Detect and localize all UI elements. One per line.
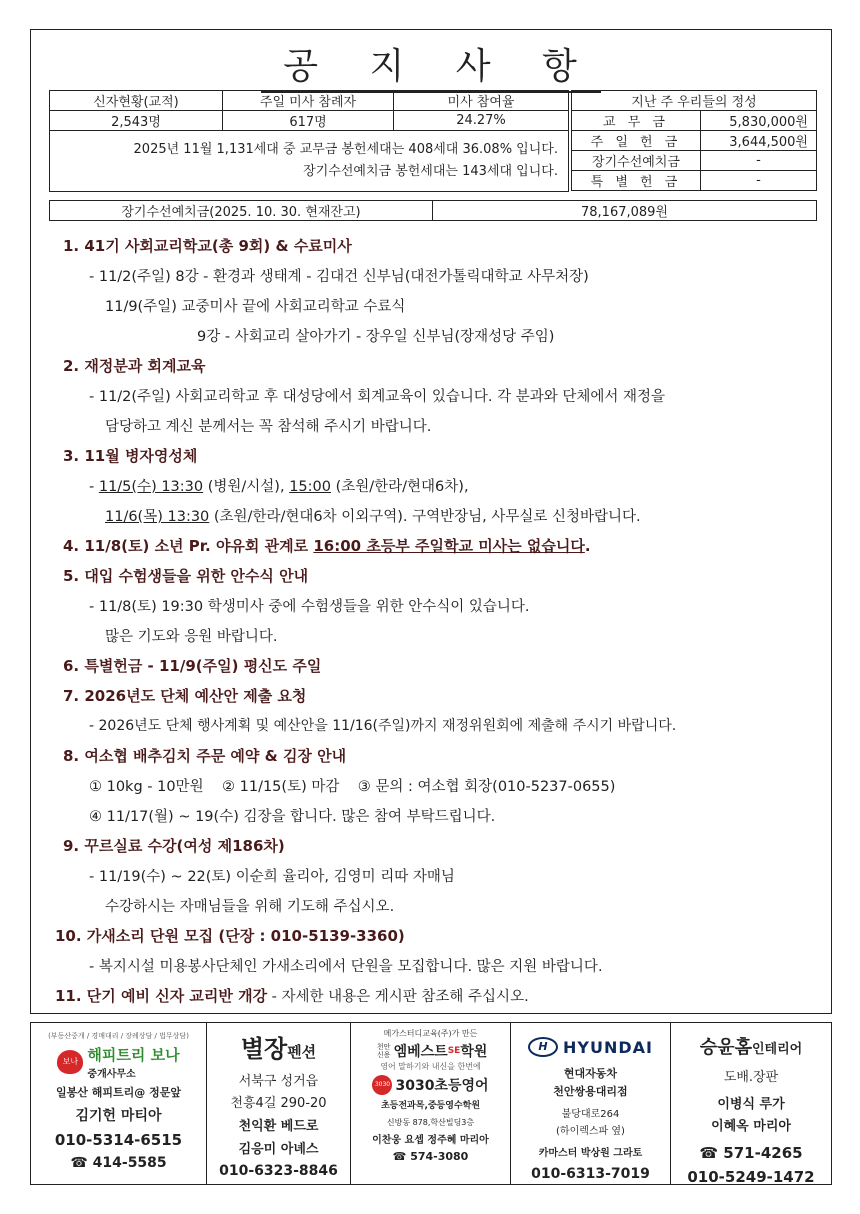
ad-name: 학원 (460, 1044, 488, 1060)
ad-sub: 도배.장판 (723, 1070, 779, 1085)
ad-owner: 김기헌 마티아 (75, 1108, 162, 1124)
offerings-header: 지난 주 우리들의 정성 (572, 91, 817, 111)
text-span: 11. 단기 예비 신자 교리반 개강 (55, 987, 268, 1005)
text-span: (병원/시설), (203, 479, 290, 495)
stat-note-line2: 장기수선예치금 봉헌세대는 143세대 입니다. (303, 164, 558, 179)
deposit-table (49, 200, 817, 221)
text-span: - (89, 479, 99, 495)
ad-address: 신방동 878,학산빌딩3층 (386, 1118, 475, 1127)
ad-seungyunhome (671, 1023, 831, 1184)
ad-address: 서북구 성거읍 (238, 1074, 319, 1089)
deposit-value: 78,167,089원 (433, 201, 817, 221)
ad-name-suffix: 인테리어 (751, 1042, 803, 1057)
item-line: - 11/2(주일) 8강 - 환경과 생태계 - 김대건 신부님(대전가톨릭대학교 사무처장) (89, 269, 589, 285)
text-span: 4. 11/8(토) 소년 Pr. 야유회 관계로 (63, 537, 314, 555)
ad-name: 별장 (240, 1034, 288, 1063)
text-span: (초원/한라/현대6차), (330, 479, 469, 495)
item-heading: 10. 가새소리 단원 모집 (단장 : 010-5139-3360) (55, 927, 405, 945)
ad-happytree (31, 1023, 207, 1184)
item-line: - 11/8(토) 19:30 학생미사 중에 수험생들을 위한 안수식이 있습니다. (89, 599, 530, 615)
hyundai-logo-icon: H (528, 1037, 558, 1057)
ad-phone: ☎ 574-3080 (392, 1150, 469, 1163)
page-title: 공 지 사 항 (31, 38, 831, 89)
stat-header-rate: 미사 참여율 (394, 91, 569, 111)
ad-owner: 이찬웅 요셉 정주혜 마리아 (372, 1135, 489, 1146)
offering-value: 5,830,000원 (701, 111, 817, 131)
ad-hyundai (511, 1023, 671, 1184)
ad-brand: HYUNDAI (563, 1037, 653, 1057)
ad-address: 불당대로264 (561, 1109, 620, 1120)
ad-address: (하이렉스파 옆) (556, 1126, 625, 1137)
stat-rate: 24.27% (394, 111, 569, 131)
offering-value: - (701, 151, 817, 171)
ad-title (87, 1044, 179, 1080)
item-line: 담당하고 계신 분께서는 꼭 참석해 주시기 바랍니다. (105, 419, 432, 435)
ad-phone: ☎ 571-4265 (699, 1144, 803, 1162)
badge-icon: 3030 (372, 1075, 392, 1095)
ad-title (511, 1037, 670, 1057)
item-line: 9강 - 사회교리 살아가기 - 장우일 신부님(장재성당 주임) (197, 329, 555, 345)
item-heading: 6. 특별헌금 - 11/9(주일) 평신도 주일 (63, 657, 322, 675)
ad-phone: 010-5249-1472 (687, 1168, 815, 1184)
offering-label: 특 별 헌 금 (572, 171, 701, 191)
ad-owner: 카마스터 박상원 그라토 (538, 1148, 643, 1159)
item-heading: 5. 대입 수험생들을 위한 안수식 안내 (63, 567, 309, 585)
time: 15:00 (289, 479, 331, 495)
offering-label: 장기수선예치금 (572, 151, 701, 171)
item-line: 수강하시는 자매님들을 위해 기도해 주십시오. (105, 899, 395, 915)
offering-label: 교 무 금 (572, 111, 701, 131)
ad-address: 천흥4길 290-20 (230, 1096, 327, 1111)
ad-owner: 천익환 베드로 (238, 1119, 319, 1134)
ad-phone: ☎ 414-5585 (70, 1155, 167, 1171)
stat-header-members: 신자현황(교적) (50, 91, 223, 111)
text-span: (초원/한라/현대6차 이외구역). 구역반장님, 사무실로 신청바랍니다. (209, 509, 641, 525)
item-line: 11/9(주일) 교중미사 끝에 사회교리학교 수료식 (105, 299, 406, 315)
ads-bar (30, 1022, 832, 1185)
item-line: - 11/2(주일) 사회교리학교 후 대성당에서 회계교육이 있습니다. 각 분과와 단체에서 재정을 (89, 389, 666, 405)
heart-logo-icon: 보나 (57, 1050, 83, 1074)
stat-attendees: 617명 (223, 111, 394, 131)
ad-tagline: (부동산중개 / 경매대리 / 장례상담 / 법무상담) (48, 1032, 189, 1040)
item-line (89, 475, 469, 496)
stat-header-attendees: 주일 미사 참례자 (223, 91, 394, 111)
date-time: 11/6(목) 13:30 (105, 509, 210, 525)
ad-name: 현대자동차 (563, 1067, 618, 1080)
ad-prefix: 천안 신용 (376, 1043, 391, 1059)
ad-name-se: SE (447, 1046, 461, 1056)
ad-sub: 초등전과목,중등영수학원 (380, 1101, 481, 1111)
ad-owner: 이병식 루가 (717, 1097, 785, 1112)
deposit-label: 장기수선예치금(2025. 10. 30. 현재잔고) (50, 201, 433, 221)
offering-value: 3,644,500원 (701, 131, 817, 151)
stat-note (50, 131, 569, 192)
ad-title (671, 1033, 831, 1059)
ad-sub: 중개사무소 (87, 1069, 136, 1080)
text-span: . (584, 537, 591, 555)
ad-tagline: 메가스터디교육(주)가 만든 (383, 1029, 478, 1038)
stat-members: 2,543명 (50, 111, 223, 131)
ad-title (207, 1029, 350, 1064)
item-line: - 복지시설 미용봉사단체인 가새소리에서 단원을 모집합니다. 많은 지원 바랍니다. (89, 959, 603, 975)
ad-title-row (31, 1044, 206, 1080)
item-heading (55, 985, 529, 1006)
item-heading: 9. 꾸르실료 수강(여성 제186차) (63, 837, 285, 855)
ad-phone: 010-5314-6515 (54, 1131, 183, 1149)
date-time: 11/5(수) 13:30 (98, 479, 204, 495)
ad-title-row (351, 1075, 510, 1095)
item-heading: 2. 재정분과 회계교육 (63, 357, 206, 375)
ad-name-suffix: 펜션 (287, 1043, 317, 1061)
item-heading (63, 535, 591, 556)
notice-frame (30, 29, 832, 1014)
ad-phone: 010-6323-8846 (219, 1163, 338, 1179)
ad-address: 일봉산 해피트리@ 정문앞 (56, 1086, 181, 1099)
stats-table (49, 90, 569, 192)
item-heading: 8. 여소협 배추김치 주문 예약 & 김장 안내 (63, 747, 347, 765)
ad-title (351, 1041, 510, 1061)
ad-phone: 010-6313-7019 (531, 1166, 650, 1182)
ad-branch: 천안쌍용대리점 (553, 1085, 628, 1098)
ad-name: 해피트리 보나 (87, 1046, 180, 1064)
item-heading: 7. 2026년도 단체 예산안 제출 요청 (63, 687, 307, 705)
stat-note-line1: 2025년 11월 1,131세대 중 교무금 봉헌세대는 408세대 36.08% 입니다. (133, 142, 558, 157)
text-span: - 자세한 내용은 게시판 참조해 주십시오. (267, 989, 529, 1005)
ad-byeoljang (207, 1023, 351, 1184)
offering-value: - (701, 171, 817, 191)
item-line: - 11/19(수) ~ 22(토) 이순희 율리아, 김영미 리따 자매님 (89, 869, 455, 885)
offerings-table (571, 90, 817, 191)
item-line: ① 10kg - 10만원 ② 11/15(토) 마감 ③ 문의 : 여소협 회장(010-5237-0655) (89, 779, 616, 795)
item-line: ④ 11/17(월) ~ 19(수) 김장을 합니다. 많은 참여 부탁드립니다. (89, 809, 496, 825)
ad-owner: 김응미 아녜스 (238, 1142, 319, 1157)
ad-name: 3030초등영어 (395, 1078, 489, 1094)
ad-slogan: 영어 말하기와 내신을 한번에 (380, 1062, 481, 1071)
item-heading: 1. 41기 사회교리학교(총 9회) & 수료미사 (63, 237, 352, 255)
item-line: 많은 기도와 응원 바랍니다. (105, 629, 278, 645)
item-heading: 3. 11월 병자영성체 (63, 447, 198, 465)
ad-name: 엠베스트 (393, 1044, 448, 1060)
ad-owner: 이혜옥 마리아 (711, 1119, 791, 1134)
emphasis-text: 16:00 초등부 주일학교 미사는 없습니다 (313, 537, 585, 555)
ad-embest (351, 1023, 511, 1184)
offering-label: 주 일 헌 금 (572, 131, 701, 151)
item-line: - 2026년도 단체 행사계획 및 예산안을 11/16(주일)까지 재정위원회에 제출해 주시기 바랍니다. (89, 718, 677, 734)
ad-name: 승윤홈 (699, 1037, 752, 1058)
item-line (105, 505, 641, 526)
